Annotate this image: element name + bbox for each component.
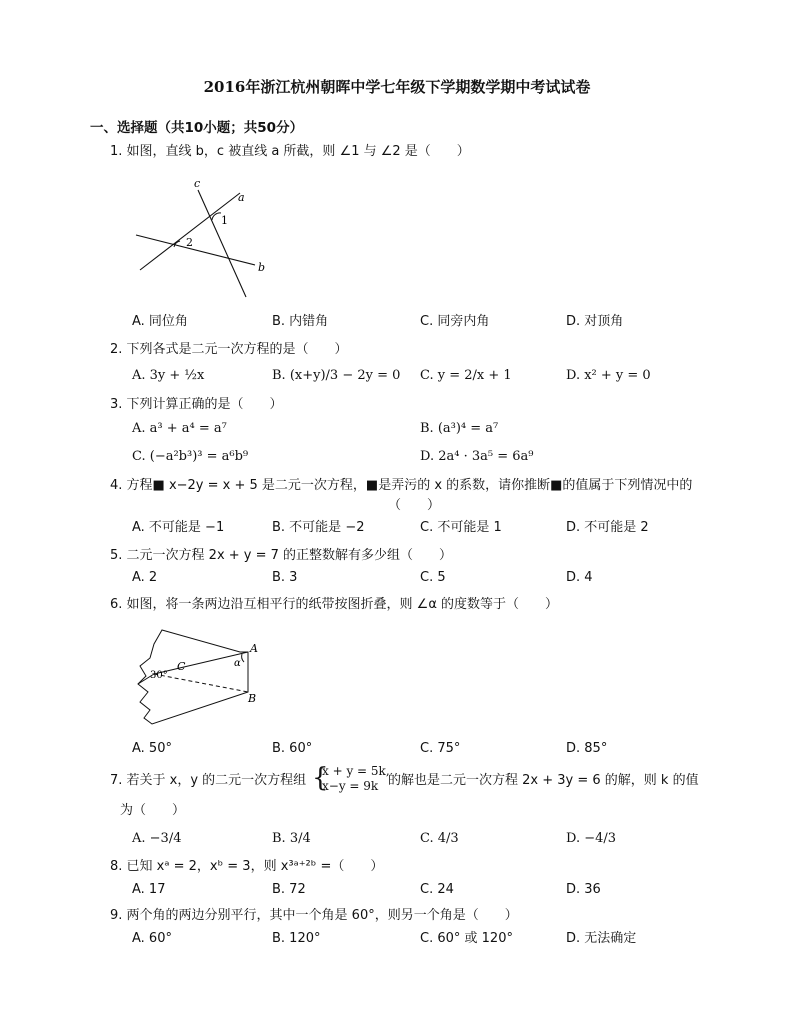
section-heading: 一、选择题（共10小题；共50分） — [90, 120, 304, 136]
question-7-stem-line2: 为（ ） — [120, 803, 186, 818]
label-b: b — [258, 261, 266, 274]
q7-option-b: B. 3/4 — [272, 831, 311, 846]
label-c: c — [194, 177, 201, 190]
label-A: A — [250, 642, 258, 655]
q3-option-a: A. a³ + a⁴ = a⁷ — [132, 421, 227, 436]
q3-option-b: B. (a³)⁴ = a⁷ — [420, 421, 499, 436]
question-7-stem-post: 的解也是二元一次方程 2x + 3y = 6 的解，则 k 的值 — [388, 773, 699, 788]
q8-option-b: B. 72 — [272, 882, 306, 897]
question-7-stem-pre: 7. 若关于 x，y 的二元一次方程组 — [110, 773, 307, 788]
angle-alpha-arc — [242, 654, 244, 662]
q4-option-c: C. 不可能是 1 — [420, 520, 502, 535]
q2-option-a: A. 3y + ½x — [132, 368, 205, 383]
q9-option-a: A. 60° — [132, 931, 172, 946]
line-c — [198, 190, 246, 297]
system-equation-2: x−y = 9k — [322, 779, 379, 793]
question-1-stem: 1. 如图，直线 b，c 被直线 a 所截，则 ∠1 与 ∠2 是（ ） — [110, 144, 470, 159]
q1-option-b: B. 内错角 — [272, 314, 329, 329]
system-brace: { — [312, 763, 329, 793]
question-6-figure — [130, 622, 270, 730]
label-B: B — [248, 692, 257, 705]
question-4-stem-line2: （ ） — [388, 498, 441, 513]
q2-option-b: B. (x+y)/3 − 2y = 0 — [272, 368, 401, 383]
q8-option-a: A. 17 — [132, 882, 166, 897]
q1-option-a: A. 同位角 — [132, 314, 188, 329]
q6-option-d: D. 85° — [566, 741, 608, 756]
q7-option-c: C. 4/3 — [420, 831, 459, 846]
q4-option-d: D. 不可能是 2 — [566, 520, 649, 535]
q8-option-d: D. 36 — [566, 882, 601, 897]
question-4-stem: 4. 方程■ x−2y = x + 5 是二元一次方程，■是弄污的 x 的系数，请你推断■的值属于下列情况中的 — [110, 478, 693, 493]
question-9-stem: 9. 两个角的两边分别平行，其中一个角是 60°，则另一个角是（ ） — [110, 908, 518, 923]
q9-option-b: B. 120° — [272, 931, 321, 946]
line-a — [140, 193, 240, 270]
label-2: 2 — [186, 236, 193, 249]
q6-option-a: A. 50° — [132, 741, 172, 756]
q6-option-b: B. 60° — [272, 741, 313, 756]
q3-option-c: C. (−a²b³)³ = a⁶b⁹ — [132, 449, 249, 464]
label-30deg: 30° — [150, 670, 168, 681]
page-title: 2016年浙江杭州朝晖中学七年级下学期数学期中考试试卷 — [203, 78, 591, 96]
fold-dashed-line — [154, 674, 248, 692]
question-1-figure — [130, 175, 280, 305]
question-8-stem: 8. 已知 xᵃ = 2，xᵇ = 3，则 x³ᵃ⁺²ᵇ =（ ） — [110, 859, 384, 874]
q9-option-c: C. 60° 或 120° — [420, 931, 513, 946]
q5-option-c: C. 5 — [420, 570, 446, 585]
q2-option-c: C. y = 2/x + 1 — [420, 368, 512, 383]
q5-option-b: B. 3 — [272, 570, 298, 585]
q9-option-d: D. 无法确定 — [566, 931, 637, 946]
label-C: C — [177, 660, 186, 673]
question-5-stem: 5. 二元一次方程 2x + y = 7 的正整数解有多少组（ ） — [110, 548, 453, 563]
line-b — [136, 235, 255, 265]
question-2-stem: 2. 下列各式是二元一次方程的是（ ） — [110, 342, 348, 357]
q6-option-c: C. 75° — [420, 741, 461, 756]
q8-option-c: C. 24 — [420, 882, 454, 897]
q1-option-c: C. 同旁内角 — [420, 314, 490, 329]
label-1: 1 — [221, 214, 228, 227]
question-3-stem: 3. 下列计算正确的是（ ） — [110, 397, 283, 412]
q5-option-a: A. 2 — [132, 570, 158, 585]
system-equation-1: x + y = 5k, — [322, 764, 390, 778]
q4-option-b: B. 不可能是 −2 — [272, 520, 365, 535]
label-alpha: α — [234, 658, 241, 669]
q5-option-d: D. 4 — [566, 570, 593, 585]
q4-option-a: A. 不可能是 −1 — [132, 520, 225, 535]
q7-option-d: D. −4/3 — [566, 831, 617, 846]
question-6-stem: 6. 如图，将一条两边沿互相平行的纸带按图折叠，则 ∠α 的度数等于（ ） — [110, 597, 559, 612]
label-a: a — [238, 191, 245, 204]
q3-option-d: D. 2a⁴ · 3a⁵ = 6a⁹ — [420, 449, 534, 464]
q1-option-d: D. 对顶角 — [566, 314, 624, 329]
q7-option-a: A. −3/4 — [132, 831, 182, 846]
q2-option-d: D. x² + y = 0 — [566, 368, 651, 383]
